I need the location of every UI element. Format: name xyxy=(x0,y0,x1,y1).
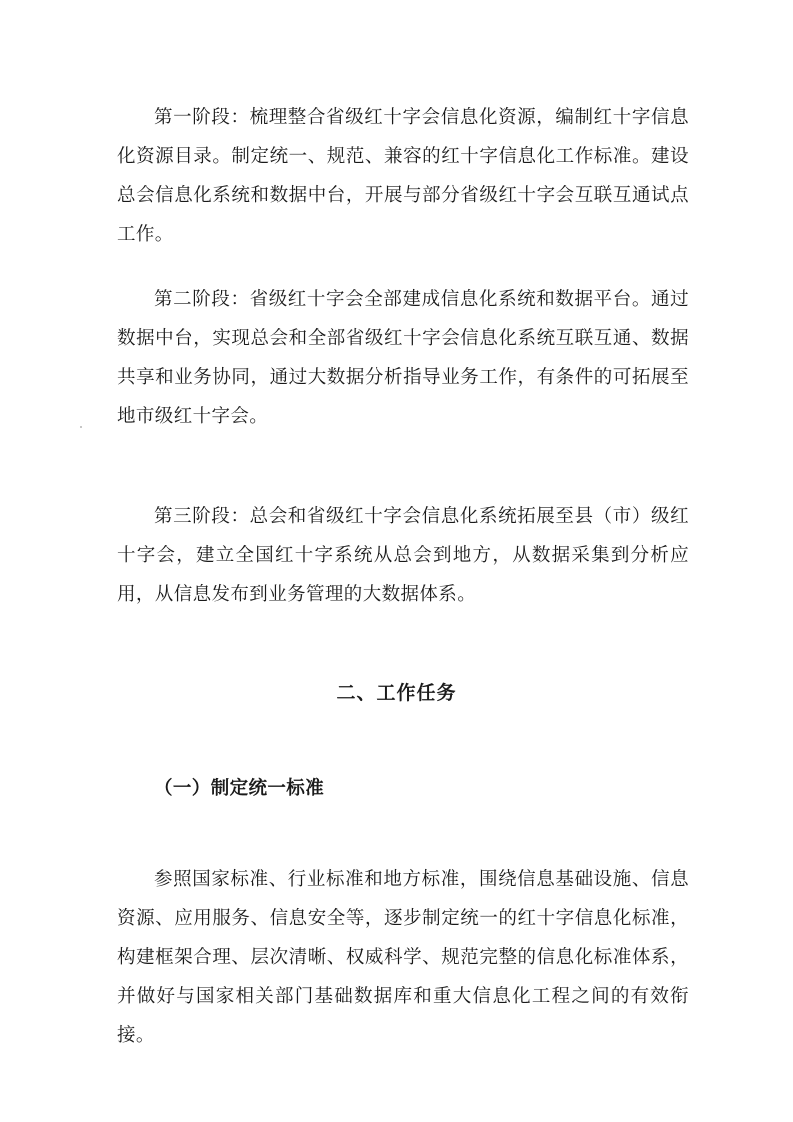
paragraph-stage-three: 第三阶段：总会和省级红十字会信息化系统拓展至县（市）级红十字会，建立全国红十字系统从总会到地方，从数据采集到分析应用，从信息发布到业务管理的大数据体系。 xyxy=(117,506,689,605)
paragraph-standards: 参照国家标准、行业标准和地方标准，围绕信息基础设施、信息资源、应用服务、信息安全等，逐步制定统一的红十字信息化标准，构建框架合理、层次清晰、权威科学、规范完整的信息化标准体系，并做好与国家相关部门基础数据库和重大信息化工程之间的有效衔接。 xyxy=(117,869,689,1046)
paragraph-stage-one: 第一阶段：梳理整合省级红十字会信息化资源，编制红十字信息化资源目录。制定统一、规范、兼容的红十字信息化工作标准。建设总会信息化系统和数据中台，开展与部分省级红十字会互联互通试点工作。 xyxy=(117,107,689,245)
paragraph-stage-two: 第二阶段：省级红十字会全部建成信息化系统和数据平台。通过数据中台，实现总会和全部省级红十字会信息化系统互联互通、数据共享和业务协同，通过大数据分析指导业务工作，有条件的可拓展至地市级红十字会。 xyxy=(117,289,689,427)
section-heading: 二、工作任务 xyxy=(336,682,457,704)
subsection-heading: （一）制定统一标准 xyxy=(154,778,325,799)
scan-speck xyxy=(80,426,82,428)
